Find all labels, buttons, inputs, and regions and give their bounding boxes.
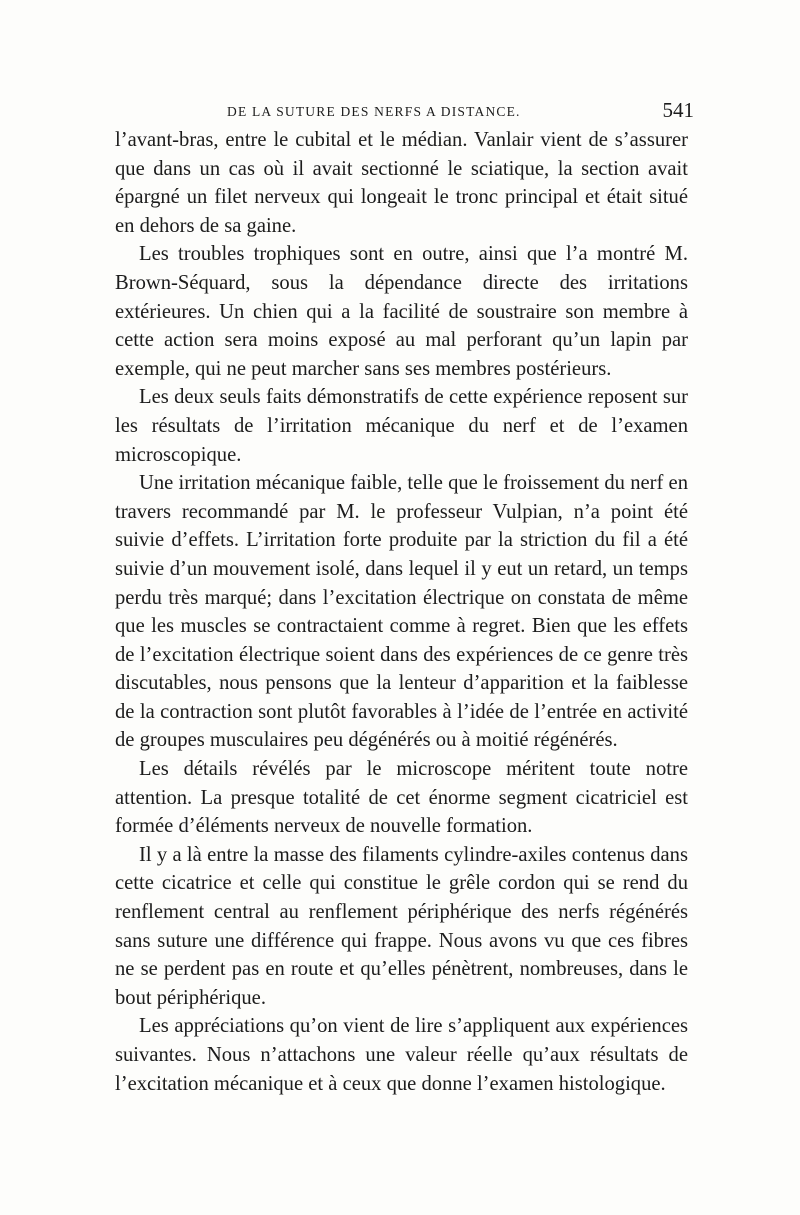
running-title: DE LA SUTURE DES NERFS A DISTANCE. (227, 104, 521, 119)
running-head (115, 92, 694, 126)
paragraph-appreciations: Les appréciations qu’on vient de lire s’appliquent aux expériences suivantes. Nous n’attachons une valeur réelle qu’aux résultats de l’excitation mécanique et à ceux que donne l’examen histologique. (115, 1015, 688, 1095)
paragraph-microscope-details: Les détails révélés par le microscope méritent toute notre attention. La presque totalité de cet énorme segment cicatriciel est formée d’éléments nerveux de nouvelle formation. (115, 758, 688, 838)
page-number: 541 (662, 98, 694, 122)
paragraph-filaments-difference: Il y a là entre la masse des filaments cylindre-axiles contenus dans cette cicatrice et celle qui constitue le grêle cordon qui se rend du renflement central au renflement périphérique des nerfs régénérés sans suture une différence qui frappe. Nous avons vu que ces fibres ne se perdent pas en route et qu’elles pénètrent, nombreuses, dans le bout périphérique. (115, 843, 688, 1009)
body-text (115, 126, 688, 1098)
paragraph-trophic-troubles: Les troubles trophiques sont en outre, ainsi que l’a montré M. Brown-Séquard, sous la dépendance directe des irritations extérieures. Un chien qui a la facilité de soustraire son membre à cette action sera moins exposé au mal perforant qu’un lapin par exemple, qui ne peut marcher sans ses membres postérieurs. (115, 243, 688, 380)
page-content (115, 92, 694, 1098)
paragraph-continuation: l’avant-bras, entre le cubital et le médian. Vanlair vient de s’assurer que dans un cas où il avait sectionné le sciatique, la section avait épargné un filet nerveux qui longeait le tronc principal et était situé en dehors de sa gaine. (115, 129, 688, 237)
paragraph-mechanical-irritation: Une irritation mécanique faible, telle que le froissement du nerf en travers recommandé par M. le professeur Vulpian, n’a point été suivie d’effets. L’irritation forte produite par la striction du fil a été suivie d’un mouvement isolé, dans lequel il y eut un retard, un temps perdu très marqué; dans l’excitation électrique on constata de même que les muscles se contractaient comme à regret. Bien que les effets de l’excitation électrique soient dans des expériences de ce genre très discutables, nous pensons que la lenteur d’apparition et la faiblesse de la contraction sont plutôt favorables à l’idée de l’entrée en activité de groupes musculaires peu dégénérés ou à moitié régénérés. (115, 472, 688, 752)
paragraph-demonstrative-facts: Les deux seuls faits démonstratifs de cette expérience reposent sur les résultats de l’irritation mécanique du nerf et de l’examen microscopique. (115, 386, 688, 466)
